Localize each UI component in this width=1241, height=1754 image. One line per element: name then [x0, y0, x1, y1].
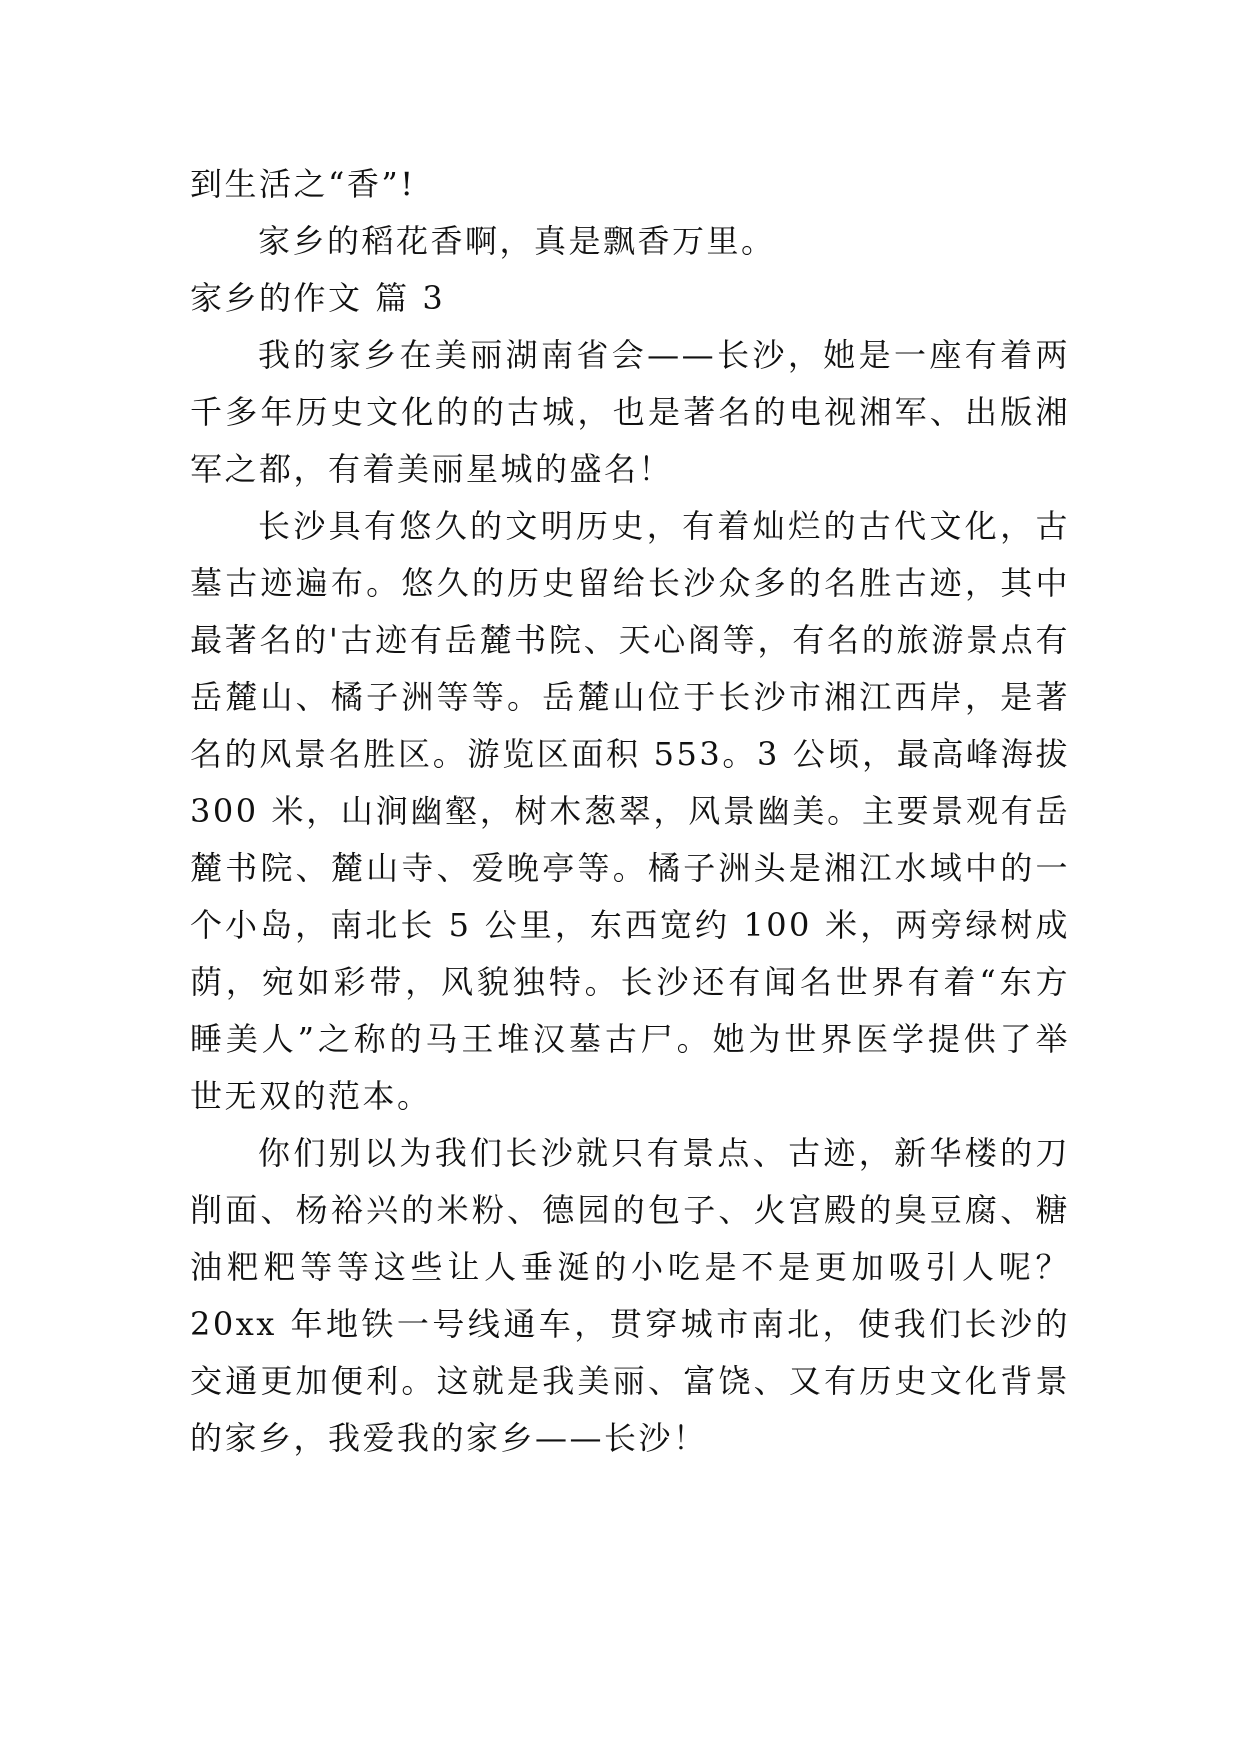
paragraph-intro: 我的家乡在美丽湖南省会——长沙，她是一座有着两千多年历史文化的的古城，也是著名的电视湘军、出版湘军之都，有着美丽星城的盛名！: [190, 336, 1070, 488]
paragraph-food: 你们别以为我们长沙就只有景点、古迹，新华楼的刀削面、杨裕兴的米粉、德园的包子、火宫殿的臭豆腐、糖油粑粑等等这些让人垂涎的小吃是不是更加吸引人呢？20xx 年地铁一号线通车，贯穿城市南北，使我们长沙的交通更加便利。这就是我美丽、富饶、又有历史文化背景的家乡，我爱我的家乡——长沙！: [190, 1134, 1070, 1457]
paragraph-continuation: 到生活之“香”!: [190, 165, 416, 203]
paragraph-closing: 家乡的稻花香啊，真是飘香万里。: [258, 222, 776, 260]
document-body: [190, 156, 1070, 1467]
paragraph-history: 长沙具有悠久的文明历史，有着灿烂的古代文化，古墓古迹遍布。悠久的历史留给长沙众多的名胜古迹，其中最著名的'古迹有岳麓书院、天心阁等，有名的旅游景点有岳麓山、橘子洲等等。岳麓山位于长沙市湘江西岸，是著名的风景名胜区。游览区面积 553。3 公顷，最高峰海拔 300 米，山涧幽壑，树木葱翠，风景幽美。主要景观有岳麓书院、麓山寺、爱晚亭等。橘子洲头是湘江水域中的一个小岛，南北长 5 公里，东西宽约 100 米，两旁绿树成荫，宛如彩带，风貌独特。长沙还有闻名世界有着“东方睡美人”之称的马王堆汉墓古尸。她为世界医学提供了举世无双的范本。: [190, 507, 1070, 1115]
section-title: 家乡的作文 篇 3: [190, 279, 446, 317]
